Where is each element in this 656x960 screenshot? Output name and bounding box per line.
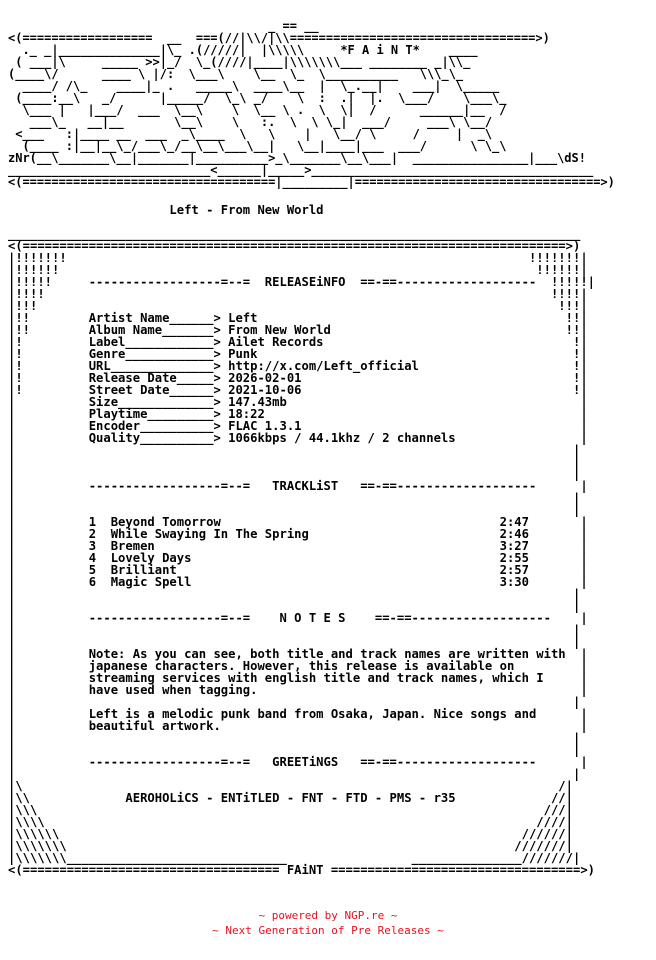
- faint-ascii-logo: _ == __ <(================== __ ===(//|\\/|\\==================================>) ._ _|______________|\_ .(/////| |\\\\\ *F A i N T* ____ ( ___|\ _____ >>|_/ \_(////|____|\\\\\\\___ ________ _|\\_ (____\/ ____ \ |/: \___\ \__ \_ \__________ \\\_\_ ____/ /\_ ____|_ . _____\ ____\__ | \_.__| ___| \_____ (____:__\ _/ |_____/ \_\ _/ \ : .| |. \___/ \___\_ \___ | |___/ ___ \__\ \ \__ \ . \ \| / ______|__ / ___\_ __|__ \__\ \ :. \ \ \_| ___/ ___\ \__/ <___ :|____ __ ___ _\____ \ \ | \__/ \ / | _\ (____ :|__|__\_/___\_/__\__\___\__| \__|____|___ ___/ \ \_\ zNr(__\_______\__|_______|__________>_\_______\__\___| ________________|___\dS! ____________________________<______|_____>_______________________________________ <(===================================|_________|==================================>): [8, 19, 615, 189]
- footer: [0, 908, 656, 938]
- footer-powered-by: ~ powered by NGP.re ~: [258, 909, 398, 922]
- footer-tagline: ~ Next Generation of Pre Releases ~: [212, 924, 444, 937]
- nfo-body: Left - From New World ______________________________________________________________________________ <(==========================================================================>) |!!!!!!! !!!!!!!| |!!!!!! !!!!!!| |!!!!! ------------------=--= RELEASEiNFO ==-==------------------- !!!!!| |!!!! !!!!| |!!! !!!| |!! Artist Name______> Left !!| |!! Album Name_______> From New World !!| |! Label____________> Ailet Records !| |! Genre____________> Punk !| |! URL______________> http://x.com/Left_official !| |! Release Date_____> 2026-02-01 !| |! Street Date______> 2021-10-06 !| | Size_____________> 147.43mb | | Playtime_________> 18:22 | | Encoder__________> FLAC 1.3.1 | | Quality__________> 1066kbps / 44.1khz / 2 channels | | | | | | | | ------------------=--= TRACKLiST ==-==------------------- | | | | | | 1 Beyond Tomorrow 2:47 | | 2 While Swaying In The Spring 2:46 | | 3 Bremen 3:27 | | 4 Lovely Days 2:55 | | 5 Brilliant 2:57 | | 6 Magic Spell 3:30 | | | | | | ------------------=--= N O T E S ==-==------------------- | | | | | | Note: As you can see, both title and track names are written with | | japanese characters. However, this release is available on | | streaming services with english title and track names, which I | | have used when tagging. | | | | Left is a melodic punk band from Osaka, Japan. Nice songs and | | beautiful artwork. | | | | | | ------------------=--= GREETiNGS ==-==------------------- | | | |\ /| |\\ AEROHOLiCS - ENTiTLED - FNT - FTD - PMS - r35 //| |\\\ ///| |\\\\ ////| |\\\\\\ //////| |\\\\\\\ ///////| |\\\\\\\______________________________ _______________///////| <(=================================== FAiNT ==================================>): [8, 203, 595, 877]
